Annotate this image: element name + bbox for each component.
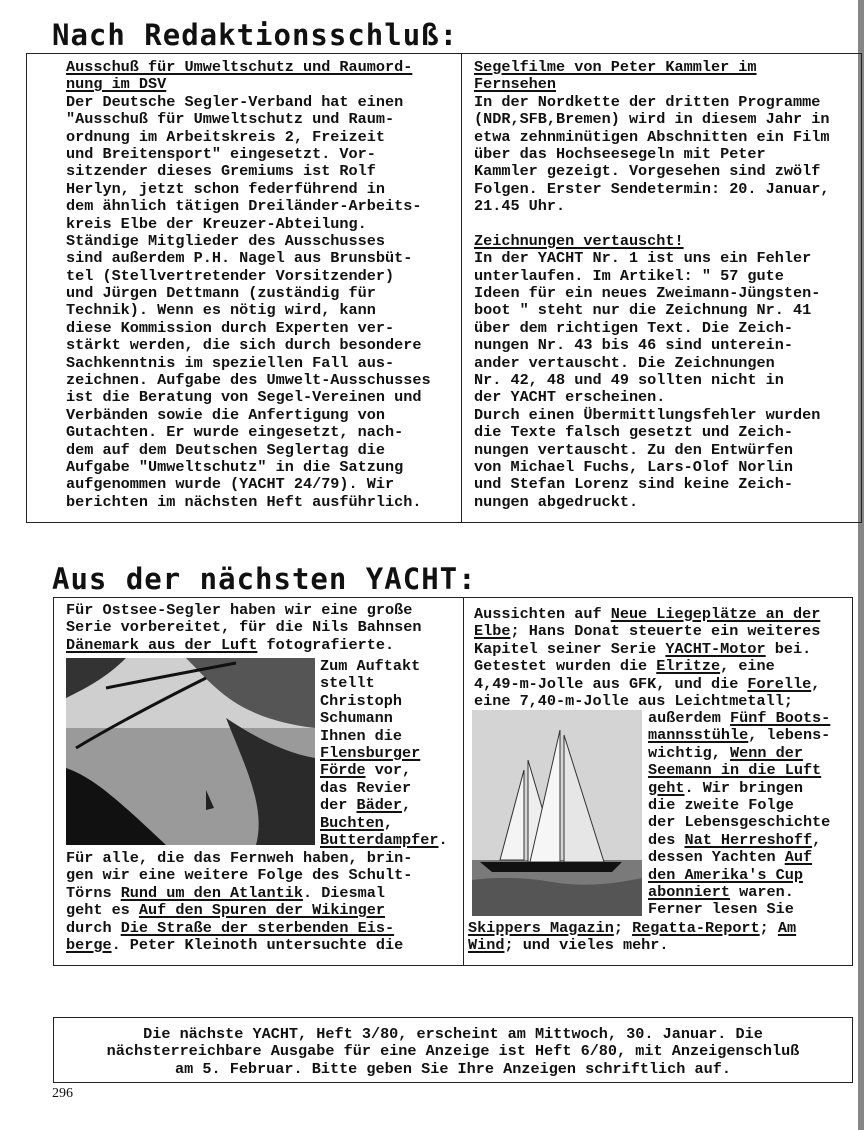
text-line: kreis Elbe der Kreuzer-Abteilung. [66, 214, 367, 233]
text-run: Aussichten auf [474, 605, 611, 623]
text-run: , [811, 674, 821, 693]
text-line [66, 867, 412, 884]
text-line: "Ausschuß für Umweltschutz und Raum- [66, 110, 395, 129]
text-line: nungen Nr. 43 bis 46 sind unterein- [474, 336, 793, 355]
text-run: stellt [320, 674, 375, 693]
text-line [648, 814, 830, 831]
text-line [320, 762, 448, 779]
text-line: Verbänden sowie die Anfertigung von [66, 405, 385, 424]
text-run: außerdem [648, 709, 731, 727]
text-line [648, 867, 830, 884]
text-line [648, 727, 830, 744]
text-run: Für alle, die das Fernweh haben, brin- [66, 849, 413, 867]
text-line [648, 884, 830, 901]
text-line: tel (Stellvertretender Vorsitzender) [66, 266, 395, 285]
text-line [320, 728, 448, 745]
text-run: , [383, 813, 393, 832]
preview-right-bottom [468, 920, 796, 955]
text-line: nung im DSV [66, 75, 167, 94]
preview-left-intro [66, 602, 421, 654]
text-run: ; und vieles mehr. [504, 936, 669, 955]
text-line: Fernsehen [474, 75, 557, 94]
article-title: Seemann in die Luft [648, 761, 822, 780]
text-line: und Breitensport" eingesetzt. Vor- [66, 144, 376, 163]
coast-photo-image [66, 658, 315, 845]
text-run: ; Hans Donat steuerte ein weiteres [510, 622, 821, 641]
article-title: mannsstühle [648, 726, 749, 745]
sailing-yacht-photo [472, 710, 642, 916]
text-line [468, 937, 796, 954]
text-line [66, 937, 412, 954]
text-run: des [648, 830, 685, 849]
article-title: Wind [468, 936, 505, 955]
text-run: . Peter Kleinoth untersuchte die [111, 935, 404, 954]
text-run: bei. [765, 639, 812, 658]
text-line: die Texte falsch gesetzt und Zeich- [474, 423, 793, 442]
text-run: Törns [66, 883, 121, 902]
text-line: nungen abgedruckt. [474, 492, 639, 511]
article-title: Regatta-Report [632, 919, 760, 937]
text-line: Kammler gezeigt. Vorgesehen sind zwölf [474, 162, 821, 181]
text-line [66, 920, 412, 937]
text-run: die zweite Folge [648, 795, 794, 814]
article-title: Am [777, 919, 797, 937]
text-line: unterlaufen. Im Artikel: " 57 gute [474, 266, 784, 285]
text-line: Nr. 42, 48 und 49 sollten nicht in [474, 371, 784, 390]
text-run: Ihnen die [320, 726, 403, 745]
text-line: nächsterreichbare Ausgabe für eine Anzeige ist Heft 6/80, mit Anzeigenschluß [106, 1042, 800, 1061]
text-line [474, 606, 820, 623]
text-line [468, 920, 796, 937]
text-run: . [438, 830, 448, 849]
text-line: und Stefan Lorenz sind keine Zeich- [474, 475, 793, 494]
text-run: das Revier [320, 778, 412, 797]
text-line [474, 658, 820, 675]
text-line: Aufgabe "Umweltschutz" in die Satzung [66, 457, 404, 476]
text-line [474, 676, 820, 693]
text-line: ist die Beratung von Segel-Vereinen und [66, 388, 422, 407]
text-line [648, 780, 830, 797]
text-line: und Jürgen Dettmann (zuständig für [66, 284, 376, 303]
text-line [648, 901, 830, 918]
page-number: 296 [52, 1086, 73, 1101]
text-line [648, 762, 830, 779]
text-run: Kapitel seiner Serie [474, 639, 666, 658]
text-run: Serie vorbereitet, für die Nils Bahnsen [66, 618, 422, 637]
text-line [320, 815, 448, 832]
text-line: boot " steht nur die Zeichnung Nr. 41 [474, 301, 812, 320]
text-line [320, 658, 448, 675]
text-line: etwa zehnminütigen Abschnitten ein Film [474, 127, 830, 146]
text-run: Schumann [320, 709, 393, 728]
article-title: Elbe [474, 622, 511, 641]
preview-right-intro [474, 606, 820, 710]
heading-aus-der-naechsten-yacht: Aus der nächsten YACHT: [52, 562, 477, 596]
text-line: am 5. Februar. Bitte geben Sie Ihre Anzeigen schriftlich auf. [175, 1059, 731, 1078]
text-line: sitzender dieses Gremiums ist Rolf [66, 162, 376, 181]
preview-left-side [320, 658, 448, 849]
text-run: vor, [365, 761, 412, 780]
text-run: durch [66, 918, 121, 937]
text-line: stärkt werden, die sich durch besondere [66, 336, 422, 355]
text-line: Ideen für ein neues Zweimann-Jüngsten- [474, 284, 821, 303]
text-line: Ständige Mitglieder des Ausschusses [66, 231, 385, 250]
text-line [66, 885, 412, 902]
article-title: Bäder [356, 796, 403, 815]
text-line: In der YACHT Nr. 1 ist uns ein Fehler [474, 249, 812, 268]
text-line [474, 693, 820, 710]
article-title: Flensburger [320, 743, 421, 762]
text-run: Zum Auftakt [320, 657, 421, 675]
article-title: Die Straße der sterbenden Eis- [120, 918, 395, 937]
text-run: . Wir bringen [684, 778, 803, 797]
text-line: Ausschuß für Umweltschutz und Raumord- [66, 58, 413, 76]
text-line: aufgenommen wurde (YACHT 24/79). Wir [66, 475, 395, 494]
text-run: , eine [720, 657, 775, 676]
text-run: der [320, 796, 357, 815]
text-line [648, 745, 830, 762]
article-title: YACHT-Motor [665, 639, 766, 658]
text-run: dessen Yachten [648, 848, 785, 867]
text-line: nungen vertauscht. Zu den Entwürfen [474, 440, 793, 459]
text-line [320, 745, 448, 762]
text-line [320, 675, 448, 692]
text-line: ordnung im Arbeitskreis 2, Freizeit [66, 127, 385, 146]
article-title: Buchten [320, 813, 384, 832]
text-run: Christoph [320, 691, 403, 710]
heading-nach-redaktionsschluss: Nach Redaktionsschluß: [52, 18, 459, 52]
text-line: 21.45 Uhr. [474, 197, 566, 216]
article-title: Forelle [747, 674, 812, 693]
column-ausschuss-umweltschutz [66, 59, 431, 511]
text-run: geht es [66, 901, 139, 920]
article-title: Elritze [656, 657, 721, 676]
text-line [648, 849, 830, 866]
text-line [320, 797, 448, 814]
text-line: Durch einen Übermittlungsfehler wurden [474, 405, 821, 424]
text-line [648, 832, 830, 849]
text-line: berichten im nächsten Heft ausführlich. [66, 492, 422, 511]
text-run: Für Ostsee-Segler haben wir eine große [66, 601, 413, 619]
text-line: über dem richtigen Text. Die Zeich- [474, 318, 793, 337]
text-run: 4,49-m-Jolle aus GFK, und die [474, 674, 748, 693]
footer-notice-box [53, 1017, 853, 1083]
text-line: von Michael Fuchs, Lars-Olof Norlin [474, 457, 793, 476]
text-line [474, 641, 820, 658]
text-run: eine 7,40-m-Jolle aus Leichtmetall; [474, 691, 793, 710]
article-title: Auf den Spuren der Wikinger [138, 901, 385, 920]
text-run: ; [759, 919, 778, 937]
text-line [66, 619, 421, 636]
text-run: , [402, 796, 412, 815]
text-line: Herlyn, jetzt schon federführend in [66, 179, 385, 198]
preview-left-bottom [66, 850, 412, 954]
text-run: Getestet wurden die [474, 657, 657, 676]
text-line: Segelfilme von Peter Kammler im [474, 58, 757, 76]
sailing-yacht-image [472, 710, 642, 916]
article-title: den Amerika's Cup [648, 865, 803, 884]
text-run: , [812, 830, 822, 849]
text-run: ; [613, 919, 633, 937]
text-line: In der Nordkette der dritten Programme [474, 92, 821, 111]
text-line: der YACHT erscheinen. [474, 388, 666, 407]
text-line: dem ähnlich tätigen Dreiländer-Arbeits- [66, 197, 422, 216]
text-line: ander vertauscht. Die Zeichnungen [474, 353, 775, 372]
text-line [66, 902, 412, 919]
text-line: Gutachten. Er wurde eingesetzt, nach- [66, 423, 404, 442]
article-title: Skippers Magazin [468, 919, 614, 937]
article-title: Nat Herreshoff [684, 830, 813, 849]
coast-photo [66, 658, 315, 845]
text-line: Sachkenntnis im speziellen Fall aus- [66, 353, 395, 372]
text-line [474, 216, 829, 233]
text-line [648, 797, 830, 814]
article-title: Wenn der [730, 743, 803, 762]
footer-notice-text [54, 1026, 852, 1078]
text-line [66, 850, 412, 867]
article-title: Förde [320, 761, 366, 780]
text-line: Technik). Wenn es nötig wird, kann [66, 301, 376, 320]
article-title: abonniert [648, 882, 731, 901]
text-line: Folgen. Erster Sendetermin: 20. Januar, [474, 179, 830, 198]
column-divider [463, 598, 464, 965]
article-title: geht [648, 778, 685, 797]
text-run: , lebens- [748, 726, 831, 745]
text-run: . Diesmal [302, 883, 385, 902]
article-title: Fünf Boots- [730, 709, 831, 727]
text-line [320, 832, 448, 849]
text-line [320, 693, 448, 710]
article-title: Butterdampfer [320, 830, 439, 849]
text-line [648, 710, 830, 727]
scan-edge [858, 0, 864, 1130]
text-line: sind außerdem P.H. Nagel aus Brunsbüt- [66, 249, 413, 268]
text-run: der Lebensgeschichte [648, 813, 831, 832]
article-title: Auf [784, 848, 813, 867]
article-title: Dänemark aus der Luft [66, 635, 258, 654]
text-run: fotografierte. [257, 635, 395, 654]
text-line: diese Kommission durch Experten ver- [66, 318, 395, 337]
text-line: dem auf dem Deutschen Seglertag die [66, 440, 385, 459]
text-line: Die nächste YACHT, Heft 3/80, erscheint am Mittwoch, 30. Januar. Die [143, 1025, 763, 1043]
text-line [474, 623, 820, 640]
text-line: zeichnen. Aufgabe des Umwelt-Ausschusses [66, 371, 431, 390]
preview-right-side [648, 710, 830, 919]
text-line: über das Hochseesegeln mit Peter [474, 144, 766, 163]
article-title: Neue Liegeplätze an der [610, 605, 821, 623]
column-segelfilme-zeichnungen [474, 59, 829, 511]
text-line [320, 780, 448, 797]
text-line: Zeichnungen vertauscht! [474, 231, 684, 250]
column-divider [461, 54, 462, 522]
text-run: gen wir eine weitere Folge des Schult- [66, 866, 413, 885]
text-line [66, 637, 421, 654]
text-line: Der Deutsche Segler-Verband hat einen [66, 92, 404, 111]
article-title: berge [66, 935, 112, 954]
text-run: waren. [730, 882, 794, 901]
article-title: Rund um den Atlantik [120, 883, 303, 902]
text-run: Ferner lesen Sie [648, 900, 794, 919]
text-line [320, 710, 448, 727]
text-run: wichtig, [648, 743, 731, 762]
text-line [66, 602, 421, 619]
text-line: (NDR,SFB,Bremen) wird in diesem Jahr in [474, 110, 830, 129]
